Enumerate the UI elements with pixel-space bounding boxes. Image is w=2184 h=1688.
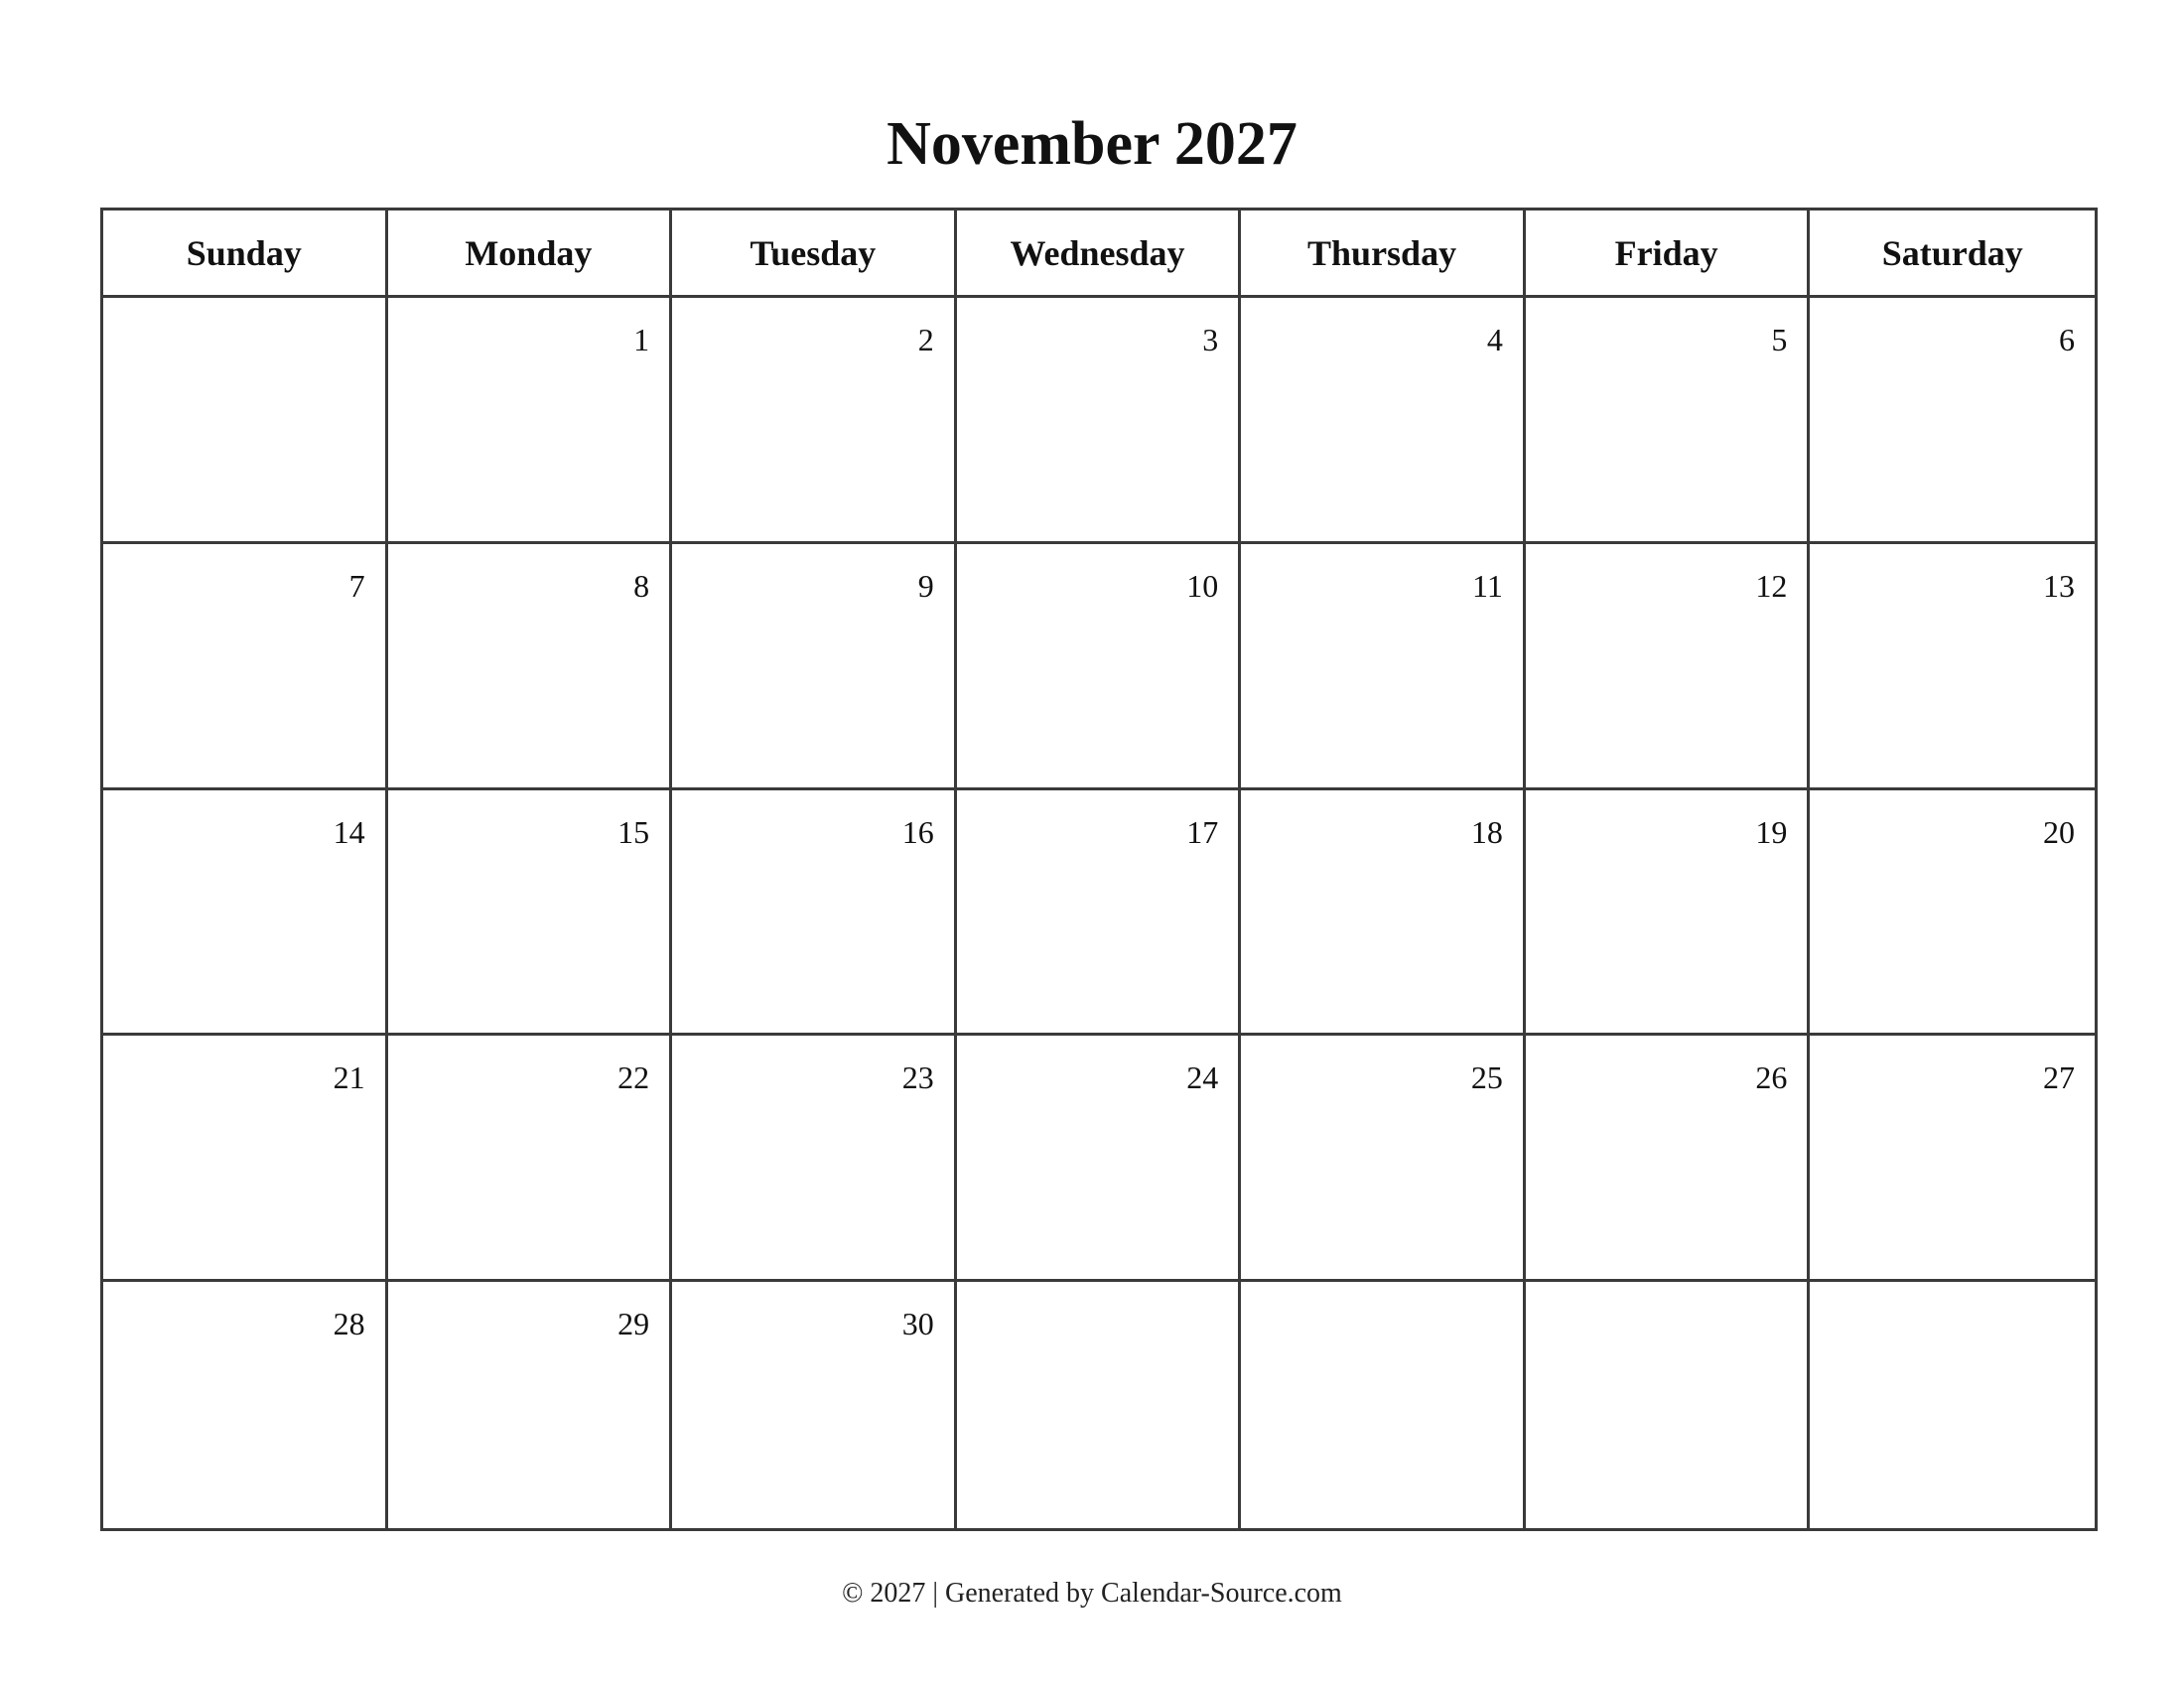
day-cell: [388, 1036, 673, 1282]
day-cell: [103, 1036, 388, 1282]
day-number: 21: [333, 1059, 365, 1096]
footer-credit: © 2027 | Generated by Calendar-Source.com: [842, 1578, 1342, 1609]
day-cell: [1810, 790, 2095, 1037]
day-cell: [1526, 1036, 1811, 1282]
day-number: 30: [901, 1306, 934, 1342]
day-cell: [957, 298, 1242, 544]
day-number: 16: [901, 813, 934, 850]
day-number: 10: [1186, 567, 1219, 604]
day-number: 18: [1470, 813, 1503, 850]
day-cell: [388, 790, 673, 1037]
day-cell: [672, 298, 957, 544]
day-cell: [103, 790, 388, 1037]
day-cell: [388, 1282, 673, 1528]
day-cell: [1810, 298, 2095, 544]
day-cell: [957, 790, 1242, 1037]
day-cell: [1526, 544, 1811, 790]
day-number: 14: [333, 813, 365, 850]
weekday-header-wednesday: Wednesday: [957, 211, 1242, 298]
day-cell: [1810, 544, 2095, 790]
day-cell: [672, 1282, 957, 1528]
empty-day-cell: [1810, 1282, 2095, 1528]
empty-day-cell: [957, 1282, 1242, 1528]
weekday-header-tuesday: Tuesday: [672, 211, 957, 298]
day-number: 4: [1486, 322, 1503, 357]
day-cell: [1241, 544, 1526, 790]
weekday-header-saturday: Saturday: [1810, 211, 2095, 298]
empty-day-cell: [103, 298, 388, 544]
day-cell: [1241, 1036, 1526, 1282]
day-cell: [957, 1036, 1242, 1282]
day-number: 26: [1755, 1059, 1788, 1096]
day-cell: [1526, 790, 1811, 1037]
day-number: 13: [2043, 567, 2075, 604]
day-number: 3: [1202, 322, 1219, 357]
weekday-header-sunday: Sunday: [103, 211, 388, 298]
day-number: 12: [1755, 567, 1788, 604]
day-cell: [103, 1282, 388, 1528]
calendar-title: November 2027: [887, 110, 1297, 178]
day-cell: [1241, 790, 1526, 1037]
day-number: 6: [2059, 322, 2075, 357]
empty-day-cell: [1526, 1282, 1811, 1528]
weekday-header-friday: Friday: [1526, 211, 1811, 298]
day-number: 8: [633, 567, 650, 604]
day-number: 20: [2043, 813, 2075, 850]
day-number: 7: [348, 567, 365, 604]
day-number: 27: [2043, 1059, 2075, 1096]
day-cell: [388, 298, 673, 544]
day-cell: [1810, 1036, 2095, 1282]
day-number: 9: [917, 567, 934, 604]
day-cell: [672, 544, 957, 790]
weekday-header-thursday: Thursday: [1241, 211, 1526, 298]
day-number: 1: [633, 322, 650, 357]
day-cell: [388, 544, 673, 790]
day-cell: [1241, 298, 1526, 544]
day-number: 24: [1186, 1059, 1219, 1096]
day-number: 11: [1472, 567, 1503, 604]
empty-day-cell: [1241, 1282, 1526, 1528]
day-cell: [672, 790, 957, 1037]
day-number: 29: [617, 1306, 650, 1342]
day-number: 23: [901, 1059, 934, 1096]
day-number: 25: [1470, 1059, 1503, 1096]
calendar-grid: [100, 208, 2098, 1531]
day-number: 5: [1771, 322, 1788, 357]
day-cell: [103, 544, 388, 790]
day-number: 28: [333, 1306, 365, 1342]
day-number: 19: [1755, 813, 1788, 850]
day-number: 17: [1186, 813, 1219, 850]
day-number: 22: [617, 1059, 650, 1096]
day-cell: [1526, 298, 1811, 544]
day-number: 15: [617, 813, 650, 850]
weekday-header-monday: Monday: [388, 211, 673, 298]
day-cell: [957, 544, 1242, 790]
day-cell: [672, 1036, 957, 1282]
day-number: 2: [917, 322, 934, 357]
